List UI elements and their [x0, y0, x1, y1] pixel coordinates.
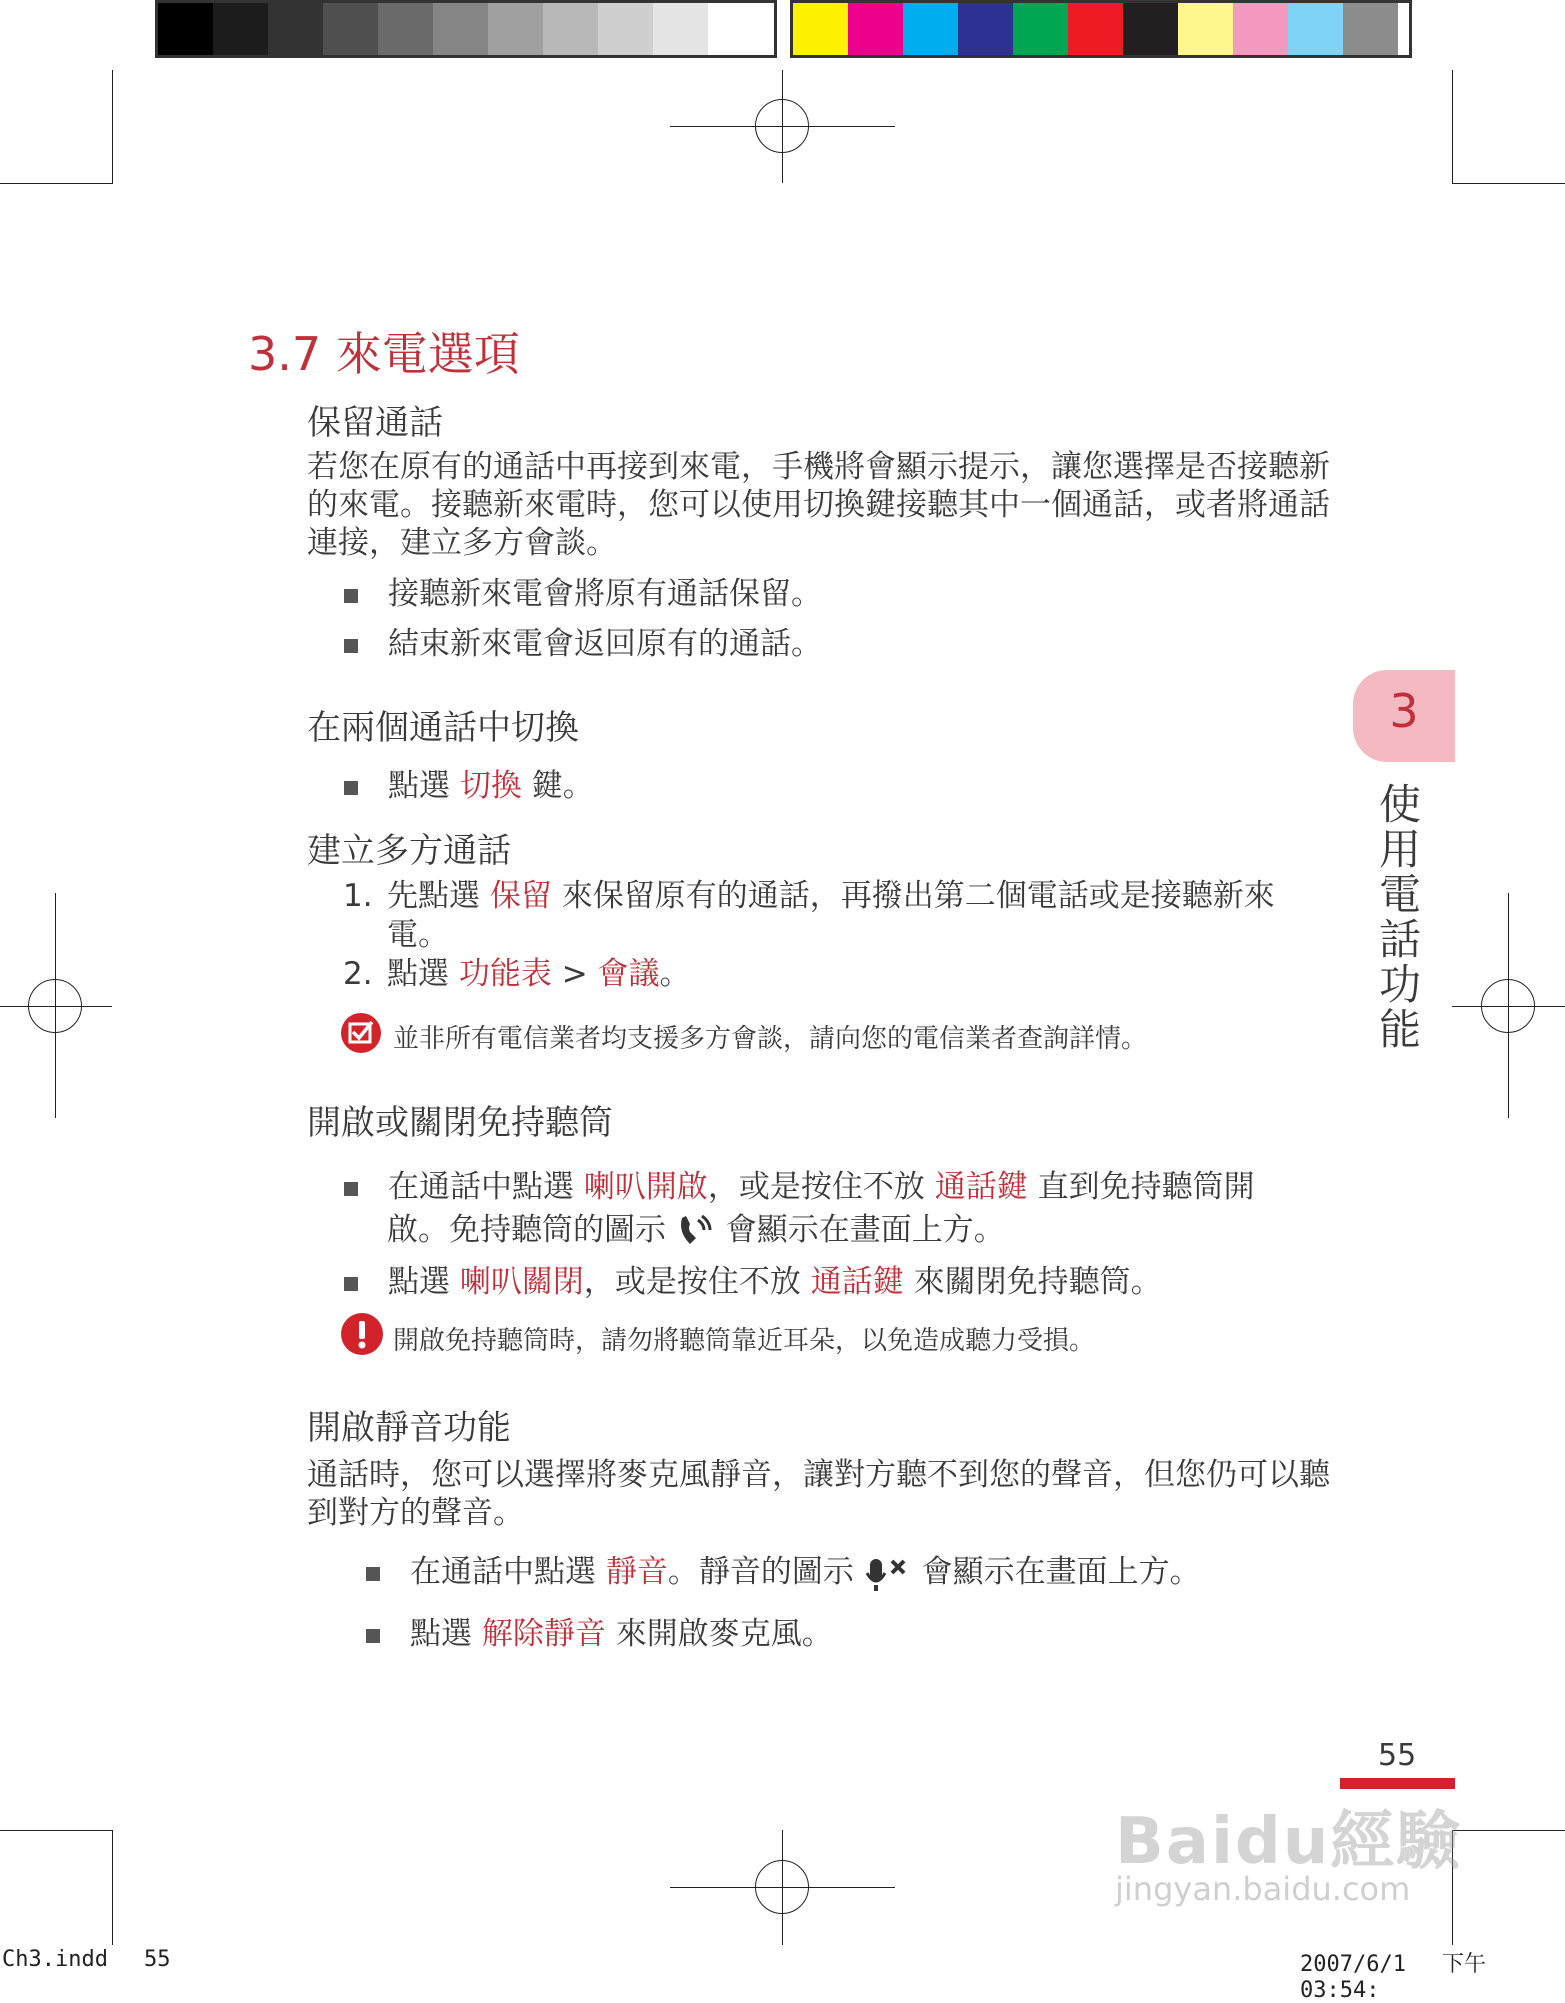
color-swatch — [793, 3, 848, 55]
speaker-off-key: 喇叭關閉 — [459, 1264, 584, 1300]
mute-paragraph: 通話時，您可以選擇將麥克風靜音，讓對方聽不到您的聲音，但您仍可以聽到對方的聲音。 — [307, 1457, 1330, 1531]
speaker-warning: 開啟免持聽筒時，請勿將聽筒靠近耳朵，以免造成聽力受損。 — [393, 1326, 1096, 1356]
grayscale-color-bar — [155, 0, 777, 58]
list-item: 結束新來電會返回原有的通話。 — [344, 622, 822, 666]
list-item: 點選 切換 鍵。 — [344, 764, 594, 808]
hold-key: 保留 — [489, 878, 552, 914]
color-swatch — [708, 3, 763, 55]
list-item: 在通話中點選 靜音。靜音的圖示 會顯示在畫面上方。 — [366, 1550, 1201, 1594]
watermark-url: jingyan.baidu.com — [1115, 1870, 1411, 1908]
crop-mark — [112, 70, 113, 184]
bullet-icon — [344, 589, 358, 603]
chapter-tab — [1353, 670, 1455, 762]
note-icon — [340, 1012, 382, 1054]
color-swatch — [1068, 3, 1123, 55]
color-swatch — [598, 3, 653, 55]
section-title: 3.7 來電選項 — [248, 327, 520, 381]
step-item: 1. 先點選 保留 來保留原有的通話，再撥出第二個電話或是接聽新來 — [343, 878, 1275, 914]
switch-heading: 在兩個通話中切換 — [307, 708, 579, 748]
color-swatch — [158, 3, 213, 55]
warning-icon — [340, 1312, 384, 1356]
watermark-logo: Baidu經驗 — [1115, 1805, 1463, 1879]
registration-circle — [755, 1860, 809, 1914]
conference-note: 並非所有電信業者均支援多方會談，請向您的電信業者查詢詳情。 — [393, 1024, 1148, 1054]
color-swatch — [848, 3, 903, 55]
color-swatch — [1178, 3, 1233, 55]
speakerphone-icon — [676, 1214, 716, 1250]
chapter-title-vertical: 使 用 電 話 功 能 — [1378, 780, 1421, 1054]
menu-key: 功能表 — [458, 956, 552, 992]
process-color-bar — [790, 0, 1412, 58]
color-swatch — [903, 3, 958, 55]
crop-mark — [0, 1830, 112, 1831]
color-swatch — [1013, 3, 1068, 55]
color-swatch — [1233, 3, 1288, 55]
chapter-number: 3 — [1389, 684, 1419, 738]
speaker-on-key: 喇叭開啟 — [583, 1169, 708, 1205]
talk-key: 通話鍵 — [810, 1264, 904, 1300]
conference-key: 會議 — [597, 956, 660, 992]
page-number-bar — [1340, 1778, 1455, 1789]
color-swatch — [433, 3, 488, 55]
step-item-cont: 電。 — [387, 917, 449, 953]
bullet-icon — [344, 1182, 358, 1196]
list-item: 接聽新來電會將原有通話保留。 — [344, 572, 822, 616]
hold-heading: 保留通話 — [307, 403, 443, 443]
registration-circle — [755, 99, 809, 153]
list-item: 點選 解除靜音 來開啟麥克風。 — [366, 1612, 833, 1656]
footer-timestamp: 2007/6/1 下午 03:54: — [1300, 1952, 1486, 2003]
bullet-icon — [366, 1629, 380, 1643]
color-swatch — [1123, 3, 1178, 55]
mute-icon — [864, 1555, 912, 1593]
bullet-icon — [366, 1567, 380, 1581]
bullet-icon — [344, 781, 358, 795]
page-number: 55 — [1378, 1738, 1417, 1773]
footer-file: Ch3.indd 55 — [2, 1947, 171, 1972]
list-item: 在通話中點選 喇叭開啟，或是按住不放 通話鍵 直到免持聽筒開 — [344, 1165, 1344, 1209]
color-swatch — [268, 3, 323, 55]
crop-mark — [1452, 183, 1565, 184]
bullet-icon — [344, 639, 358, 653]
crop-mark — [1452, 70, 1453, 184]
unmute-key: 解除靜音 — [481, 1616, 606, 1652]
crop-mark — [1452, 1830, 1565, 1831]
color-swatch — [488, 3, 543, 55]
crop-mark — [112, 1830, 113, 1945]
color-swatch — [378, 3, 433, 55]
color-swatch — [653, 3, 708, 55]
list-item: 點選 喇叭關閉，或是按住不放 通話鍵 來關閉免持聽筒。 — [344, 1260, 1162, 1304]
hold-paragraph: 若您在原有的通話中再接到來電，手機將會顯示提示，讓您選擇是否接聽新的來電。接聽新來電時，您可以使用切換鍵接聽其中一個通話，或者將通話連接，建立多方會談。 — [307, 449, 1330, 561]
mute-key: 靜音 — [605, 1554, 668, 1590]
color-swatch — [213, 3, 268, 55]
list-item-cont: 啟。免持聽筒的圖示 會顯示在畫面上方。 — [387, 1212, 1005, 1248]
registration-circle — [28, 979, 82, 1033]
color-swatch — [543, 3, 598, 55]
step-item: 2. 點選 功能表 > 會議。 — [343, 956, 691, 992]
color-swatch — [323, 3, 378, 55]
talk-key: 通話鍵 — [934, 1169, 1028, 1205]
conference-heading: 建立多方通話 — [307, 831, 511, 871]
switch-key: 切換 — [459, 768, 522, 804]
registration-circle — [1481, 979, 1535, 1033]
mute-heading: 開啟靜音功能 — [307, 1408, 511, 1448]
crop-mark — [0, 183, 112, 184]
color-swatch — [958, 3, 1013, 55]
bullet-icon — [344, 1277, 358, 1291]
color-swatch — [1288, 3, 1343, 55]
speaker-heading: 開啟或關閉免持聽筒 — [307, 1103, 613, 1143]
color-swatch — [1343, 3, 1398, 55]
